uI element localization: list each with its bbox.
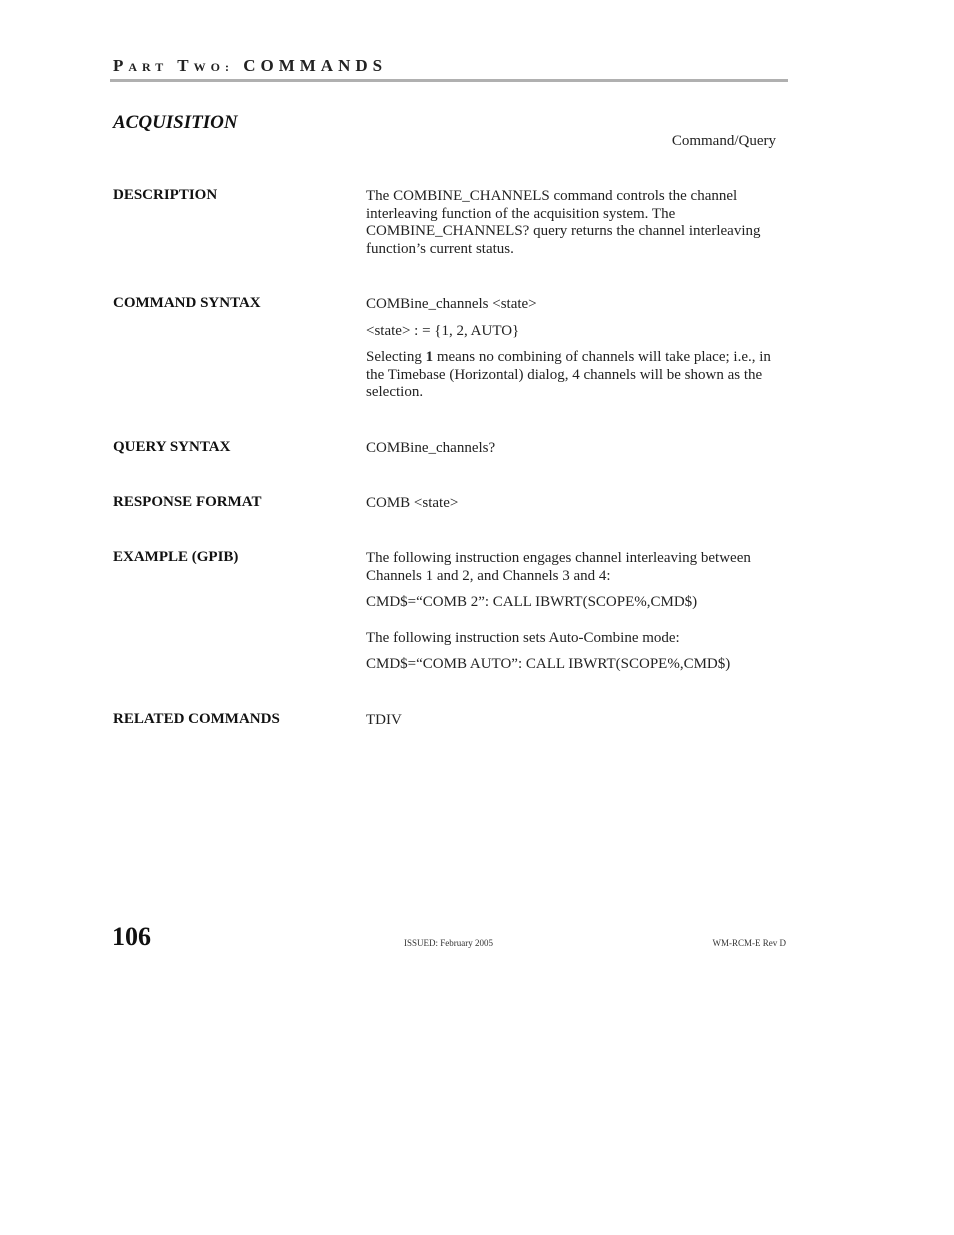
example-code-1: CMD$=“COMB 2”: CALL IBWRT(SCOPE%,CMD$) (366, 594, 698, 610)
footer-issued: ISSUED: February 2005 (404, 938, 493, 948)
example-intro-2: The following instruction sets Auto-Combine mode: (366, 629, 680, 646)
page-number: 106 (112, 922, 151, 951)
related-commands-content (366, 712, 776, 739)
header-part-rest: ART (128, 60, 169, 74)
example-content (366, 550, 776, 683)
note-pre: Selecting (366, 349, 426, 365)
description-text: The COMBINE_CHANNELS command controls the channel interleaving function of the acquisition system. The COMBINE_CHANNELS? query returns the channel interleaving function’s current status. (366, 188, 761, 257)
related-commands-label: RELATED COMMANDS (113, 711, 280, 727)
note-bold: 1 (425, 349, 434, 365)
example-code-2: CMD$=“COMB AUTO”: CALL IBWRT(SCOPE%,CMD$) (366, 656, 731, 672)
header-title: COMMANDS (243, 56, 388, 75)
state-definition: <state> : = {1, 2, AUTO} (366, 322, 520, 339)
header-two-rest: WO: (193, 60, 234, 74)
response-format-content (366, 495, 776, 522)
description-label: DESCRIPTION (113, 187, 218, 203)
note-post: means no combining of channels will take place; i.e., in the Timebase (Horizontal) dialog, 4 channels will be shown as the selection. (366, 349, 771, 400)
running-header (113, 56, 387, 76)
description-content (366, 188, 776, 267)
example-label: EXAMPLE (GPIB) (113, 549, 239, 565)
header-part-initial: P (113, 56, 129, 75)
related-commands-text: TDIV (366, 712, 402, 728)
header-rule (110, 79, 788, 82)
header-two-initial: T (177, 56, 194, 75)
example-intro-1: The following instruction engages channel interleaving between Channels 1 and 2, and Channels 3 and 4: (366, 550, 751, 584)
command-type: Command/Query (671, 133, 776, 149)
footer-doc-id: WM-RCM-E Rev D (712, 938, 786, 948)
response-format-label: RESPONSE FORMAT (113, 494, 262, 510)
command-syntax-content (366, 296, 776, 411)
command-syntax-text: COMBine_channels <state> (366, 296, 537, 312)
command-syntax-label: COMMAND SYNTAX (113, 295, 261, 311)
query-syntax-content (366, 440, 776, 467)
command-syntax-note (366, 349, 776, 402)
query-syntax-text: COMBine_channels? (366, 440, 496, 456)
response-format-text: COMB <state> (366, 495, 459, 511)
query-syntax-label: QUERY SYNTAX (113, 439, 231, 455)
section-title: ACQUISITION (113, 112, 238, 133)
